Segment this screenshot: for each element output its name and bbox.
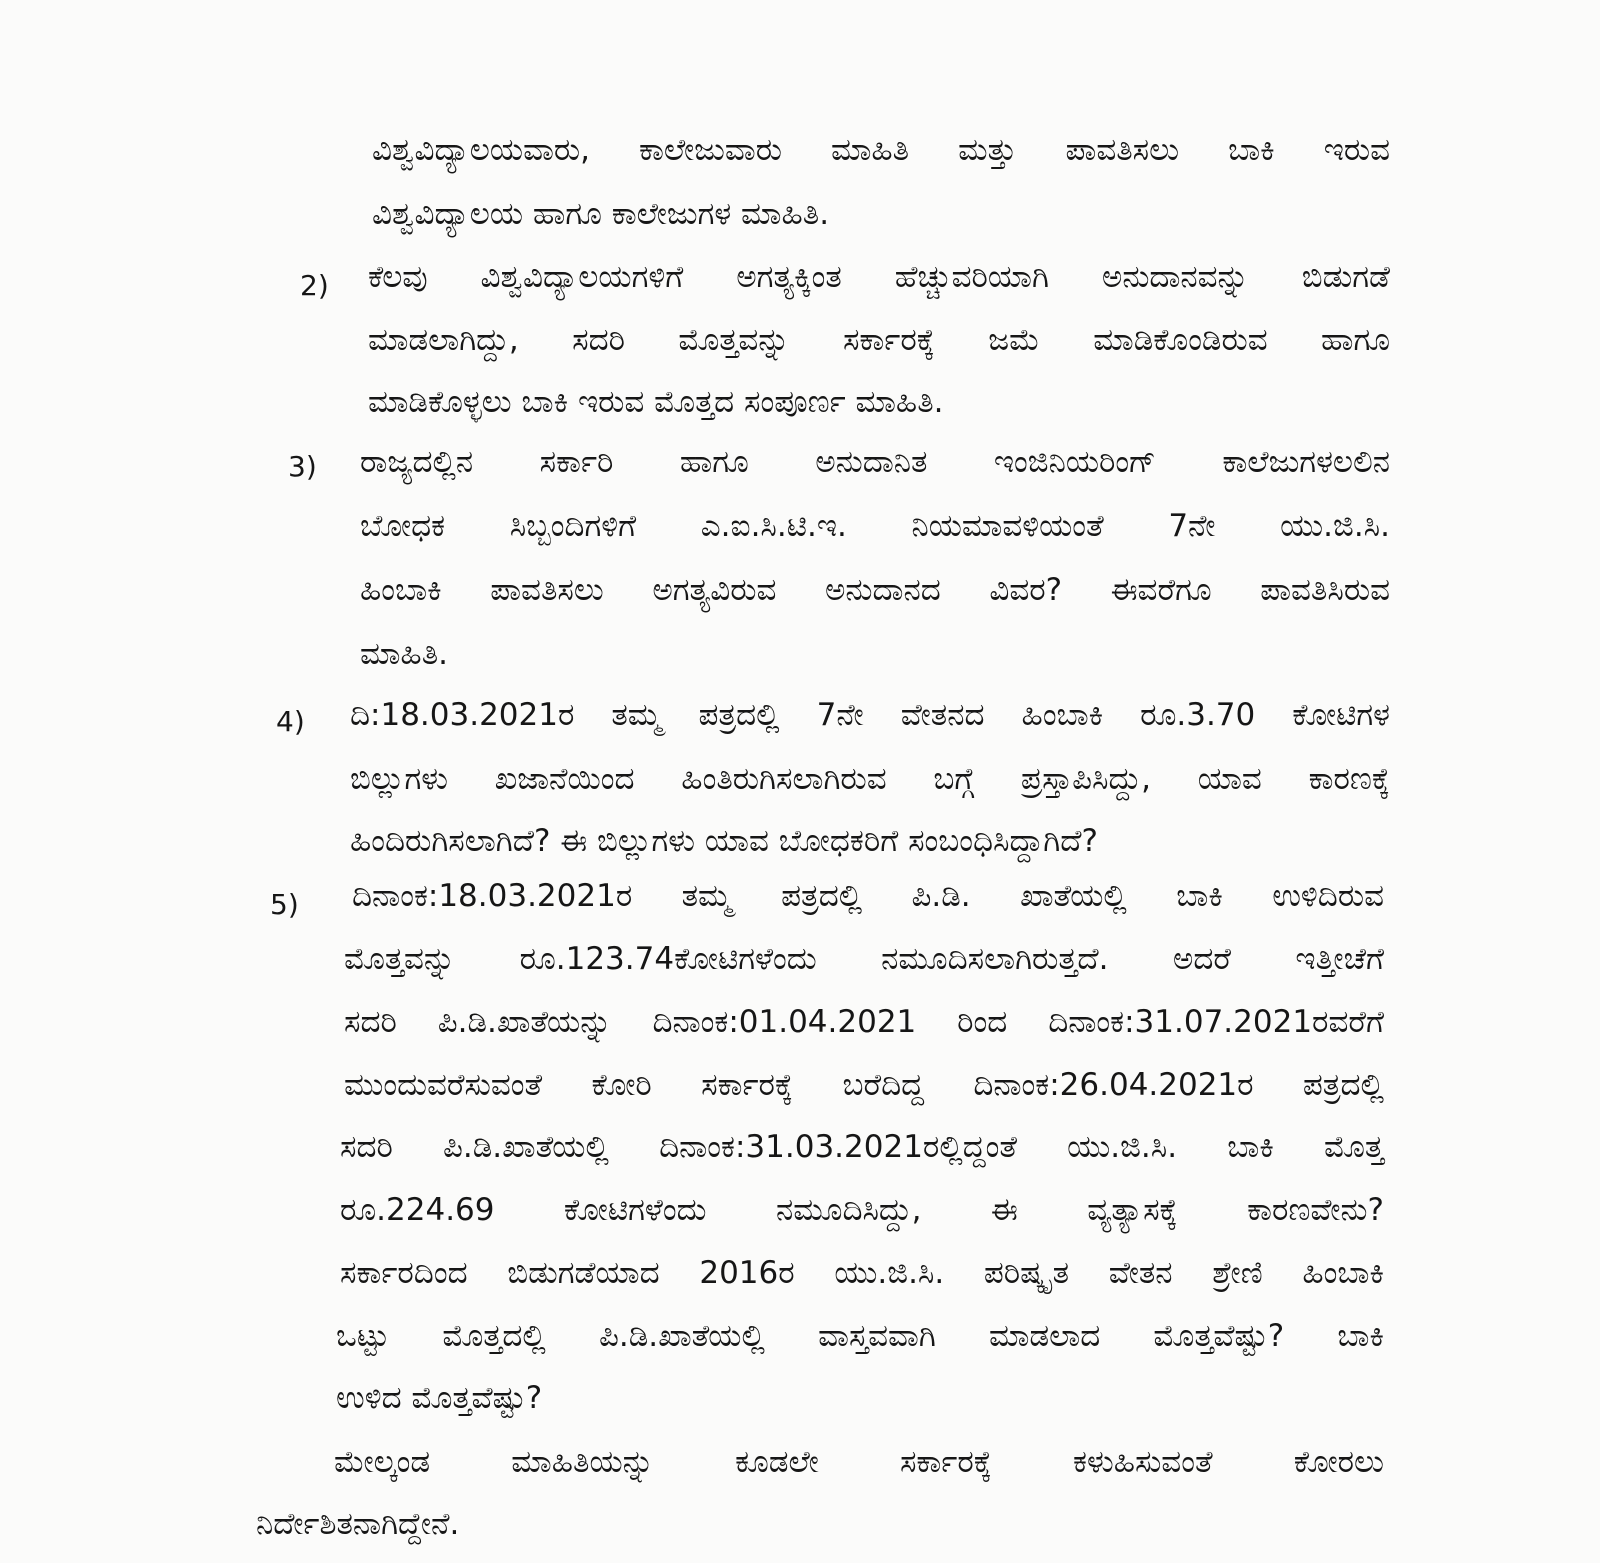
item-2-line-3: ಮಾಡಿಕೊಳ್ಳಲು ಬಾಕಿ ಇರುವ ಮೊತ್ತದ ಸಂಪೂರ್ಣ ಮಾಹಿತಿ. — [368, 384, 944, 420]
continuation-line-2: ವಿಶ್ವವಿದ್ಯಾಲಯ ಹಾಗೂ ಕಾಲೇಜುಗಳ ಮಾಹಿತಿ. — [372, 196, 830, 232]
item-3-number: 3) — [288, 450, 317, 483]
item-5-line-9: ಉಳಿದ ಮೊತ್ತವೆಷ್ಟು? — [336, 1380, 543, 1416]
item-3-line-1: ರಾಜ್ಯದಲ್ಲಿನ ಸರ್ಕಾರಿ ಹಾಗೂ ಅನುದಾನಿತ ಇಂಜಿನಿಯರಿಂಗ್ ಕಾಲೆಜುಗಳಲಲಿನ — [360, 444, 1390, 480]
item-5-line-3: ಸದರಿ ಪಿ.ಡಿ.ಖಾತೆಯನ್ನು ದಿನಾಂಕ:01.04.2021 ರಿಂದ ದಿನಾಂಕ:31.07.2021ರವರೆಗೆ — [344, 1004, 1384, 1040]
item-4-line-2: ಬಿಲ್ಲುಗಳು ಖಜಾನೆಯಿಂದ ಹಿಂತಿರುಗಿಸಲಾಗಿರುವ ಬಗ್ಗೆ ಪ್ರಸ್ತಾಪಿಸಿದ್ದು, ಯಾವ ಕಾರಣಕ್ಕೆ — [350, 761, 1390, 797]
continuation-line-1: ವಿಶ್ವವಿದ್ಯಾಲಯವಾರು, ಕಾಲೇಜುವಾರು ಮಾಹಿತಿ ಮತ್ತು ಪಾವತಿಸಲು ಬಾಕಿ ಇರುವ — [372, 132, 1390, 168]
item-5-line-7: ಸರ್ಕಾರದಿಂದ ಬಿಡುಗಡೆಯಾದ 2016ರ ಯು.ಜಿ.ಸಿ. ಪರಿಷ್ಕೃತ ವೇತನ ಶ್ರೇಣಿ ಹಿಂಬಾಕಿ — [340, 1255, 1384, 1291]
item-2-line-1: ಕೆಲವು ವಿಶ್ವವಿದ್ಯಾಲಯಗಳಿಗೆ ಅಗತ್ಯಕ್ಕಿಂತ ಹೆಚ್ಚುವರಿಯಾಗಿ ಅನುದಾನವನ್ನು ಬಿಡುಗಡೆ — [368, 259, 1390, 295]
item-4-number: 4) — [276, 705, 305, 738]
closing-line-1: ಮೇಲ್ಕಂಡ ಮಾಹಿತಿಯನ್ನು ಕೂಡಲೇ ಸರ್ಕಾರಕ್ಕೆ ಕಳುಹಿಸುವಂತೆ ಕೋರಲು — [334, 1444, 1384, 1480]
item-3-line-4: ಮಾಹಿತಿ. — [360, 636, 449, 672]
item-5-line-2: ಮೊತ್ತವನ್ನು ರೂ.123.74ಕೋಟಿಗಳೆಂದು ನಮೂದಿಸಲಾಗಿರುತ್ತದೆ. ಅದರೆ ಇತ್ತೀಚೆಗೆ — [344, 941, 1384, 977]
item-5-line-6: ರೂ.224.69 ಕೋಟಿಗಳೆಂದು ನಮೂದಿಸಿದ್ದು, ಈ ವ್ಯತ್ಯಾಸಕ್ಕೆ ಕಾರಣವೇನು? — [340, 1192, 1384, 1228]
item-5-number: 5) — [270, 888, 299, 921]
item-2-number: 2) — [300, 269, 329, 302]
item-5-line-8: ಒಟ್ಟು ಮೊತ್ತದಲ್ಲಿ ಪಿ.ಡಿ.ಖಾತೆಯಲ್ಲಿ ವಾಸ್ತವವಾಗಿ ಮಾಡಲಾದ ಮೊತ್ತವೆಷ್ಟು? ಬಾಕಿ — [336, 1318, 1384, 1354]
item-5-line-1: ದಿನಾಂಕ:18.03.2021ರ ತಮ್ಮ ಪತ್ರದಲ್ಲಿ ಪಿ.ಡಿ. ಖಾತೆಯಲ್ಲಿ ಬಾಕಿ ಉಳಿದಿರುವ — [352, 878, 1384, 914]
item-4-line-3: ಹಿಂದಿರುಗಿಸಲಾಗಿದೆ? ಈ ಬಿಲ್ಲುಗಳು ಯಾವ ಬೋಧಕರಿಗೆ ಸಂಬಂಧಿಸಿದ್ದಾಗಿದೆ? — [350, 823, 1098, 859]
item-4-line-1: ದಿ:18.03.2021ರ ತಮ್ಮ ಪತ್ರದಲ್ಲಿ 7ನೇ ವೇತನದ ಹಿಂಬಾಕಿ ರೂ.3.70 ಕೋಟಿಗಳ — [350, 697, 1390, 733]
item-3-line-2: ಬೋಧಕ ಸಿಬ್ಬಂದಿಗಳಿಗೆ ಎ.ಐ.ಸಿ.ಟಿ.ಇ. ನಿಯಮಾವಳಿಯಂತೆ 7ನೇ ಯು.ಜಿ.ಸಿ. — [360, 508, 1390, 544]
item-3-line-3: ಹಿಂಬಾಕಿ ಪಾವತಿಸಲು ಅಗತ್ಯವಿರುವ ಅನುದಾನದ ವಿವರ? ಈವರೆಗೂ ಪಾವತಿಸಿರುವ — [360, 572, 1390, 608]
closing-line-2: ನಿರ್ದೇಶಿತನಾಗಿದ್ದೇನೆ. — [256, 1506, 460, 1542]
item-2-line-2: ಮಾಡಲಾಗಿದ್ದು, ಸದರಿ ಮೊತ್ತವನ್ನು ಸರ್ಕಾರಕ್ಕೆ ಜಮೆ ಮಾಡಿಕೊಂಡಿರುವ ಹಾಗೂ — [368, 322, 1390, 358]
item-5-line-4: ಮುಂದುವರೆಸುವಂತೆ ಕೋರಿ ಸರ್ಕಾರಕ್ಕೆ ಬರೆದಿದ್ದ ದಿನಾಂಕ:26.04.2021ರ ಪತ್ರದಲ್ಲಿ — [344, 1067, 1384, 1103]
item-5-line-5: ಸದರಿ ಪಿ.ಡಿ.ಖಾತೆಯಲ್ಲಿ ದಿನಾಂಕ:31.03.2021ರಲ್ಲಿದ್ದಂತೆ ಯು.ಜಿ.ಸಿ. ಬಾಕಿ ಮೊತ್ತ — [340, 1129, 1384, 1165]
